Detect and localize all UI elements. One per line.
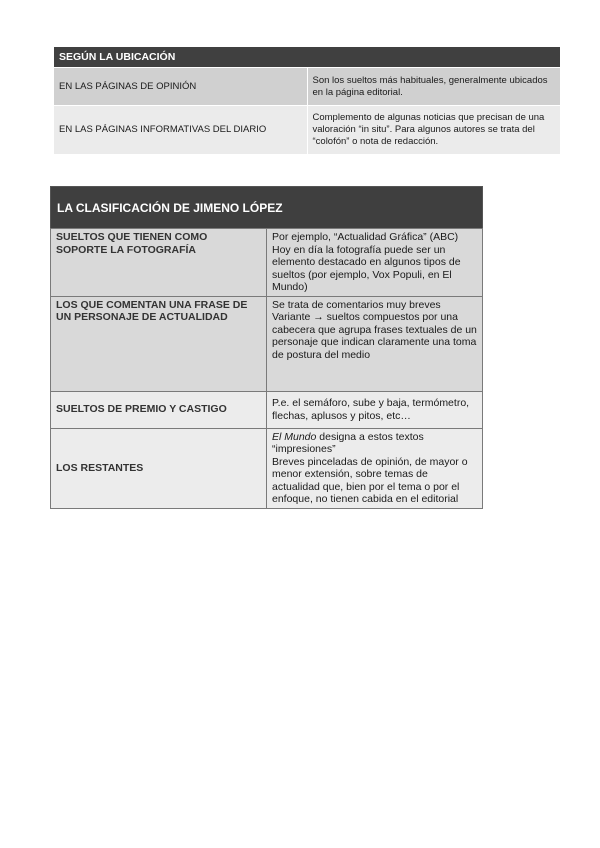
row-text: [267, 229, 483, 297]
table-row: [51, 428, 483, 508]
row-line: Breves pinceladas de opinión, de mayor o menor extensión, sobre temas de actualidad que, bien por el tema o por el enfoque, no tienen cabida en el editorial: [272, 455, 468, 505]
ubicacion-table: [54, 47, 560, 154]
row-label: LOS RESTANTES: [51, 428, 267, 508]
table-row: [51, 296, 483, 391]
row-label: LOS QUE COMENTAN UNA FRASE DE UN PERSONAJE DE ACTUALIDAD: [51, 296, 267, 391]
row-text: [267, 296, 483, 391]
row-label: EN LAS PÁGINAS DE OPINIÓN: [54, 68, 307, 106]
row-line: Hoy en día la fotografía puede ser un elemento destacado en algunos tipos de sueltos (por ejemplo, Vox Populi, en El Mundo): [272, 243, 461, 293]
row-label: SUELTOS DE PREMIO Y CASTIGO: [51, 391, 267, 428]
jimeno-lopez-header: LA CLASIFICACIÓN DE JIMENO LÓPEZ: [51, 187, 483, 229]
row-line: Por ejemplo, “Actualidad Gráfica” (ABC): [272, 231, 459, 243]
row-text: [267, 428, 483, 508]
row-line: Variante → sueltos compuestos por una cabecera que agrupa frases textuales de un personaje que indican claramente una toma de postura del medio: [272, 311, 477, 361]
row-text: Complemento de algunas noticias que precisan de una valoración “in situ”. Para algunos autores se trata del “colofón” o nota de redacción.: [307, 106, 560, 155]
table-row: [51, 229, 483, 297]
row-line-rest: designa a estos textos “impresiones”: [272, 430, 424, 455]
ubicacion-header: SEGÚN LA UBICACIÓN: [54, 47, 560, 68]
italic-title: El Mundo: [272, 430, 317, 443]
row-text: Son los sueltos más habituales, generalmente ubicados en la página editorial.: [307, 68, 560, 106]
row-line: Se trata de comentarios muy breves: [272, 298, 441, 311]
table-row: [51, 391, 483, 428]
jimeno-lopez-table: [50, 186, 483, 509]
table-row: [54, 106, 560, 155]
table-row: [54, 68, 560, 106]
row-label: SUELTOS QUE TIENEN COMO SOPORTE LA FOTOGRAFÍA: [51, 229, 267, 297]
row-line: [272, 431, 477, 456]
row-text: P.e. el semáforo, sube y baja, termómetro, flechas, aplusos y pitos, etc…: [267, 391, 483, 428]
row-label: EN LAS PÁGINAS INFORMATIVAS DEL DIARIO: [54, 106, 307, 155]
